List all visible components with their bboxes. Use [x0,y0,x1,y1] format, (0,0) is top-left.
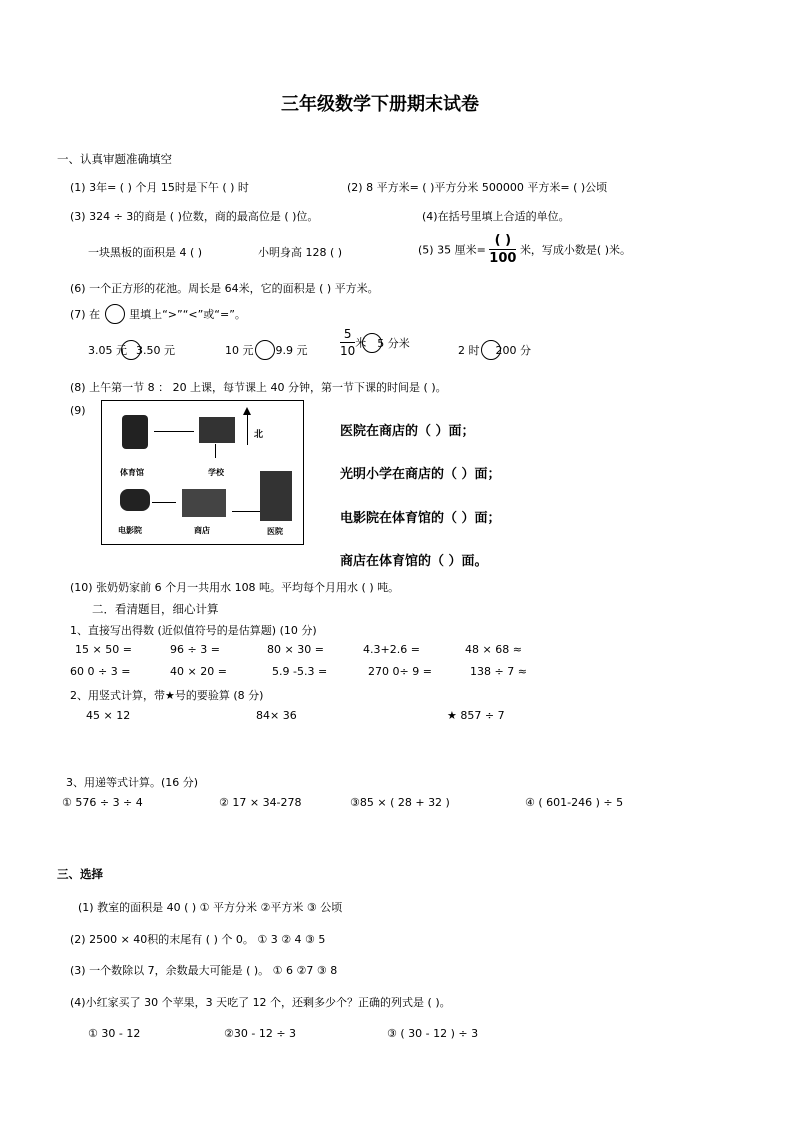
compare-2-right: 9.9 元 [275,344,308,357]
gym-label: 体育馆 [120,468,144,477]
q7-text [70,304,246,324]
q4-blackboard: 一块黑板的面积是 4 ( ) [88,246,203,259]
choice-q2: (2) 2500 × 40积的末尾有 ( ) 个 0。 ① 3 ② 4 ③ 5 [70,933,326,946]
q5-label: (5) 35 厘米= [418,243,486,257]
q4-height: 小明身高 128 ( ) [258,246,343,259]
school-label: 学校 [208,468,224,477]
direction-map [101,400,304,545]
q10-text: (10) 张奶奶家前 6 个月一共用水 108 吨。平均每个月用水 ( ) 吨。 [70,581,400,594]
school-icon [199,417,235,443]
page-title: 三年级数学下册期末试卷 [281,94,479,115]
compare-3-denominator: 10 [340,344,356,358]
compare-4-right: 200 分 [495,344,531,357]
q7-label: (7) 在 [70,308,101,321]
q2-text: (2) 8 平方米= ( )平方分米 500000 平方米= ( )公顷 [347,181,608,194]
compare-3-right: 5 分米 [377,336,410,350]
cinema-icon [120,489,150,511]
map-line [152,502,176,503]
cinema-label: 电影院 [118,526,142,535]
shop-label: 商店 [194,526,210,535]
calc-row-2-col-3: 5.9 -5.3 = [272,665,328,678]
map-line [154,431,194,432]
hospital-label: 医院 [267,527,283,536]
compare-3 [340,328,410,357]
vertical-calc-1: 45 × 12 [86,709,131,722]
choice-q1: (1) 教室的面积是 40 ( ) ① 平方分米 ②平方米 ③ 公顷 [78,901,343,914]
q5-fraction [489,234,516,265]
calc-row-2-col-2: 40 × 20 = [170,665,227,678]
compare-4-left: 2 时 [458,344,480,357]
choice-q4-opt-3: ③ ( 30 - 12 ) ÷ 3 [387,1027,479,1040]
north-arrow-head-icon [243,407,251,415]
s2-part1: 1、直接写出得数 (近似值符号的是估算题) (10 分) [70,624,317,637]
compare-4 [458,340,531,360]
s2-part3: 3、用递等式计算。(16 分) [66,776,199,789]
north-label: 北 [254,430,264,440]
q5-fraction-numerator: ( ) [489,234,516,250]
q5-label-2: 米，写成小数是( )米。 [519,243,632,257]
calc-row-1-col-5: 48 × 68 ≈ [465,643,522,656]
calc-row-2-col-4: 270 0÷ 9 = [368,665,432,678]
calc-row-2-col-5: 138 ÷ 7 ≈ [470,665,527,678]
calc-row-2-col-1: 60 0 ÷ 3 = [70,665,131,678]
choice-q4-opt-2: ②30 - 12 ÷ 3 [224,1027,297,1040]
q8-text: (8) 上午第一节 8 ： 20 上课，每节课上 40 分钟，第一节下课的时间是 ( )。 [70,381,447,394]
shop-icon [182,489,226,517]
q9-a: 医院在商店的（ ）面； [340,424,475,439]
section-1-heading: 一、认真审题准确填空 [57,152,172,166]
compare-1-left: 3.05 元 [88,344,127,357]
q5-text [418,234,631,265]
compare-2 [225,340,308,360]
step-calc-3: ③85 × ( 28 + 32 ) [350,796,450,809]
q4-text: (4)在括号里填上合适的单位。 [422,210,570,223]
q7-label-2: 里填上“>”“<”或“=”。 [129,308,246,321]
q6-text: (6) 一个正方形的花池。周长是 64米，它的面积是 ( ) 平方米。 [70,282,379,295]
q9-label: (9) [70,404,86,417]
calc-row-1-col-1: 15 × 50 = [75,643,132,656]
vertical-calc-2: 84× 36 [256,709,297,722]
step-calc-1: ① 576 ÷ 3 ÷ 4 [62,796,143,809]
compare-3-fraction [340,328,355,357]
calc-row-1-col-3: 80 × 30 = [267,643,324,656]
choice-q4: (4)小红家买了 30 个苹果，3 天吃了 12 个，还剩多少个？正确的列式是 ( )。 [70,996,451,1009]
q9-b: 光明小学在商店的（ ）面； [340,467,501,482]
compare-circle-icon [105,304,125,324]
map-line [215,444,216,458]
north-arrow-icon [247,413,248,445]
compare-2-left: 10 元 [225,344,254,357]
q9-d: 商店在体育馆的（ ）面。 [340,554,488,569]
compare-1-right: 3.50 元 [136,344,175,357]
gym-icon [122,415,148,449]
calc-row-1-col-2: 96 ÷ 3 = [170,643,220,656]
hospital-icon [260,471,292,521]
section-2-heading: 二．看清题目，细心计算 [92,602,219,616]
compare-circle-icon [255,340,275,360]
q5-fraction-denominator: 100 [489,251,517,266]
q9-c: 电影院在体育馆的（ ）面； [340,511,501,526]
compare-3-unit: 米 [355,336,367,350]
calc-row-1-col-4: 4.3+2.6 = [363,643,420,656]
section-3-heading: 三、选择 [57,867,103,881]
s2-part2: 2、用竖式计算，带★号的要验算 (8 分) [70,689,264,702]
map-line [232,511,260,512]
choice-q3: (3) 一个数除以 7，余数最大可能是 ( )。 ① 6 ②7 ③ 8 [70,964,338,977]
step-calc-4: ④ ( 601-246 ) ÷ 5 [525,796,624,809]
compare-1 [88,340,175,360]
vertical-calc-3: ★ 857 ÷ 7 [447,709,505,722]
choice-q4-opt-1: ① 30 - 12 [88,1027,141,1040]
q1-text: (1) 3年= ( ) 个月 15时是下午 ( ) 时 [70,181,249,194]
step-calc-2: ② 17 × 34-278 [219,796,302,809]
compare-3-numerator: 5 [340,328,355,343]
q3-text: (3) 324 ÷ 3的商是 ( )位数，商的最高位是 ( )位。 [70,210,319,223]
